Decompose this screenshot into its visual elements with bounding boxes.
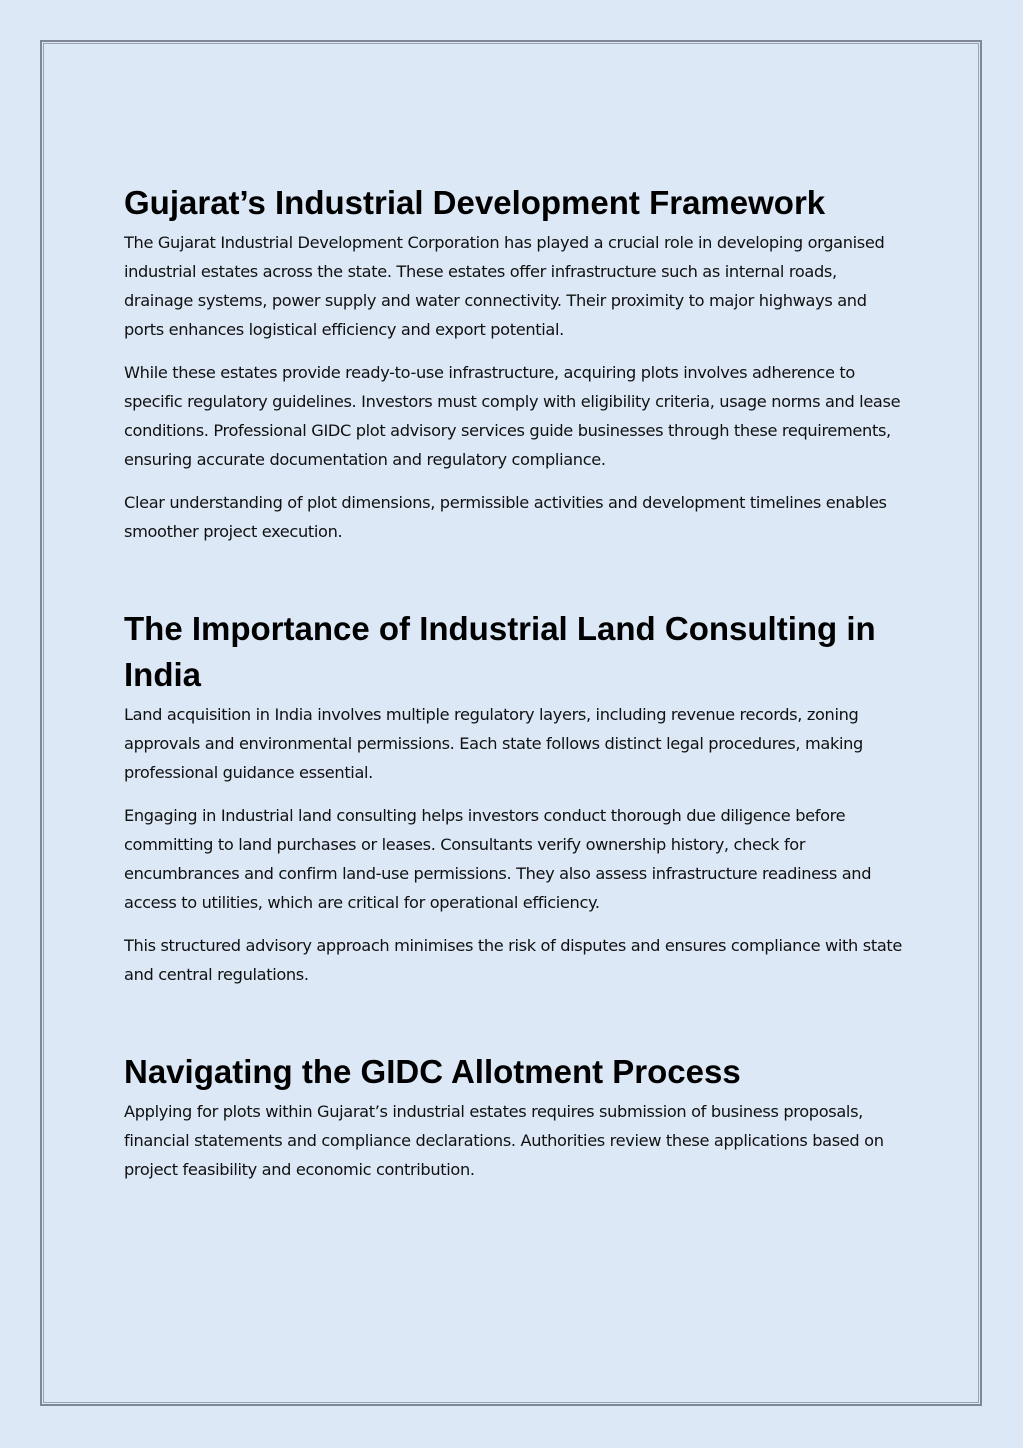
section-land-consulting — [124, 606, 904, 989]
document-body — [124, 180, 904, 1198]
paragraph: Applying for plots within Gujarat’s industrial estates requires submission of business proposals, financial statements and compliance declarations. Authorities review these applications based on project feasibility and economic contribution. — [124, 1102, 884, 1179]
paragraph: This structured advisory approach minimises the risk of disputes and ensures compliance with state and central regulations. — [124, 936, 903, 984]
section-heading: Navigating the GIDC Allotment Process — [124, 1053, 741, 1090]
paragraph: Land acquisition in India involves multiple regulatory layers, including revenue records, zoning approvals and environmental permissions. Each state follows distinct legal procedures, making professional guidance essential. — [124, 705, 863, 782]
section-gidc-allotment — [124, 1049, 904, 1184]
paragraph: Engaging in Industrial land consulting helps investors conduct thorough due diligence before committing to land purchases or leases. Consultants verify ownership history, check for encumbrances and confirm land-use permissions. They also assess infrastructure readiness and access to utilities, which are critical for operational efficiency. — [124, 806, 872, 912]
paragraph: The Gujarat Industrial Development Corporation has played a crucial role in developing organised industrial estates across the state. These estates offer infrastructure such as internal roads, drainage systems, power supply and water connectivity. Their proximity to major highways and ports enhances logistical efficiency and export potential. — [124, 233, 885, 339]
section-heading: Gujarat’s Industrial Development Framework — [124, 184, 826, 221]
section-heading: The Importance of Industrial Land Consulting in India — [124, 610, 876, 693]
section-industrial-framework — [124, 180, 904, 546]
paragraph: Clear understanding of plot dimensions, permissible activities and development timelines enables smoother project execution. — [124, 493, 887, 541]
paragraph: While these estates provide ready-to-use infrastructure, acquiring plots involves adherence to specific regulatory guidelines. Investors must comply with eligibility criteria, usage norms and lease conditions. Professional GIDC plot advisory services guide businesses through these requirements, ensuring accurate documentation and regulatory compliance. — [124, 363, 901, 469]
